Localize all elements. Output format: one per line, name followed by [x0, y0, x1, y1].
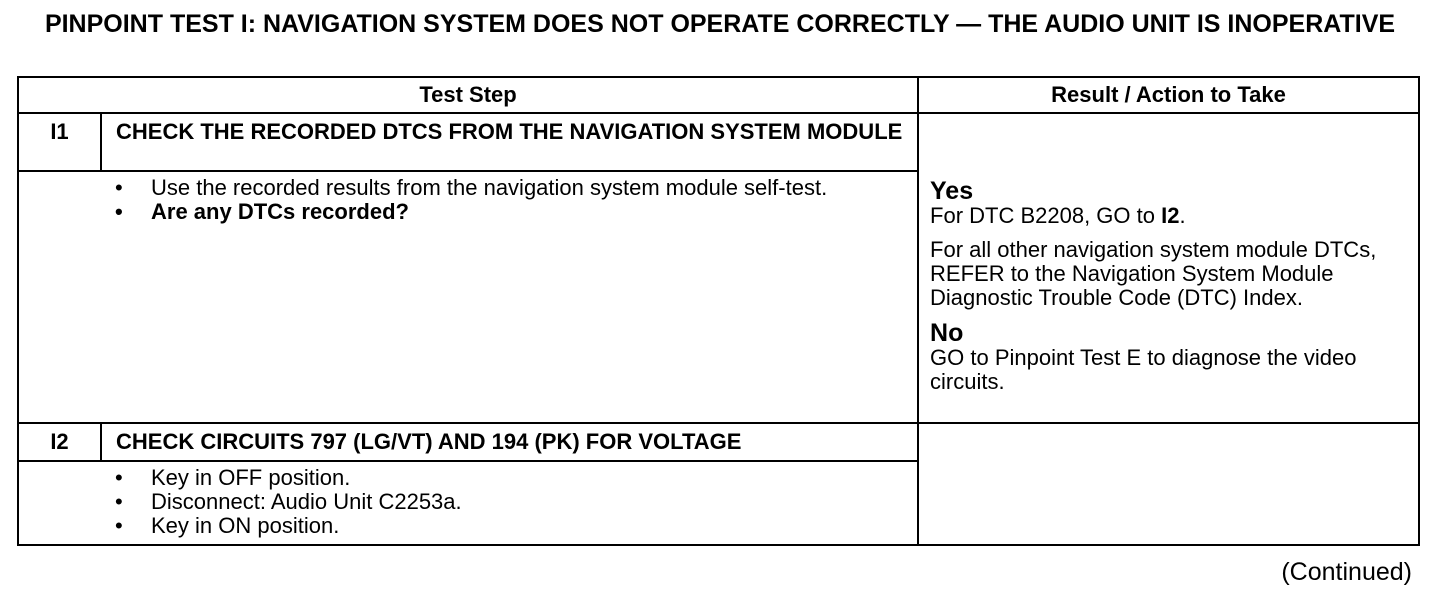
step-ref-link: I2 — [1161, 203, 1180, 228]
step-i1-result — [918, 113, 1419, 423]
step-heading: CHECK THE RECORDED DTCS FROM THE NAVIGATION SYSTEM MODULE — [101, 113, 918, 171]
step-i2-result — [918, 423, 1419, 545]
header-result: Result / Action to Take — [918, 77, 1419, 113]
pinpoint-test-table — [17, 76, 1420, 546]
result-no-label: No — [930, 319, 964, 347]
table-header-row — [18, 77, 1419, 113]
result-yes-other: For all other navigation system module DTCs, REFER to the Navigation System Module Diagnostic Trouble Code (DTC) Index. — [930, 237, 1377, 310]
result-no-text: GO to Pinpoint Test E to diagnose the video circuits. — [930, 345, 1357, 394]
list-item: • Key in ON position. — [115, 514, 907, 538]
header-test-step: Test Step — [18, 77, 918, 113]
step-body — [18, 171, 918, 423]
result-yes-label: Yes — [930, 177, 974, 205]
page-title: PINPOINT TEST I: NAVIGATION SYSTEM DOES NOT OPERATE CORRECTLY — THE AUDIO UNIT IS INOPERATIVE — [44, 10, 1396, 38]
list-item: • Disconnect: Audio Unit C2253a. — [115, 490, 907, 514]
step-bullet-list — [19, 466, 907, 538]
step-i2-heading-row — [18, 423, 1419, 461]
list-item: • Use the recorded results from the navigation system module self-test. — [115, 176, 907, 200]
continued-label: (Continued) — [1281, 558, 1412, 586]
step-i1-heading-row — [18, 113, 1419, 171]
list-item: • Key in OFF position. — [115, 466, 907, 490]
step-bullet-list — [19, 176, 907, 224]
step-number: I2 — [18, 423, 101, 461]
result-yes-dtc: For DTC B2208, GO to I2. — [930, 203, 1186, 228]
list-item: • Are any DTCs recorded? — [115, 200, 907, 224]
step-number: I1 — [18, 113, 101, 171]
step-body — [18, 461, 918, 545]
step-heading: CHECK CIRCUITS 797 (LG/VT) AND 194 (PK) FOR VOLTAGE — [101, 423, 918, 461]
